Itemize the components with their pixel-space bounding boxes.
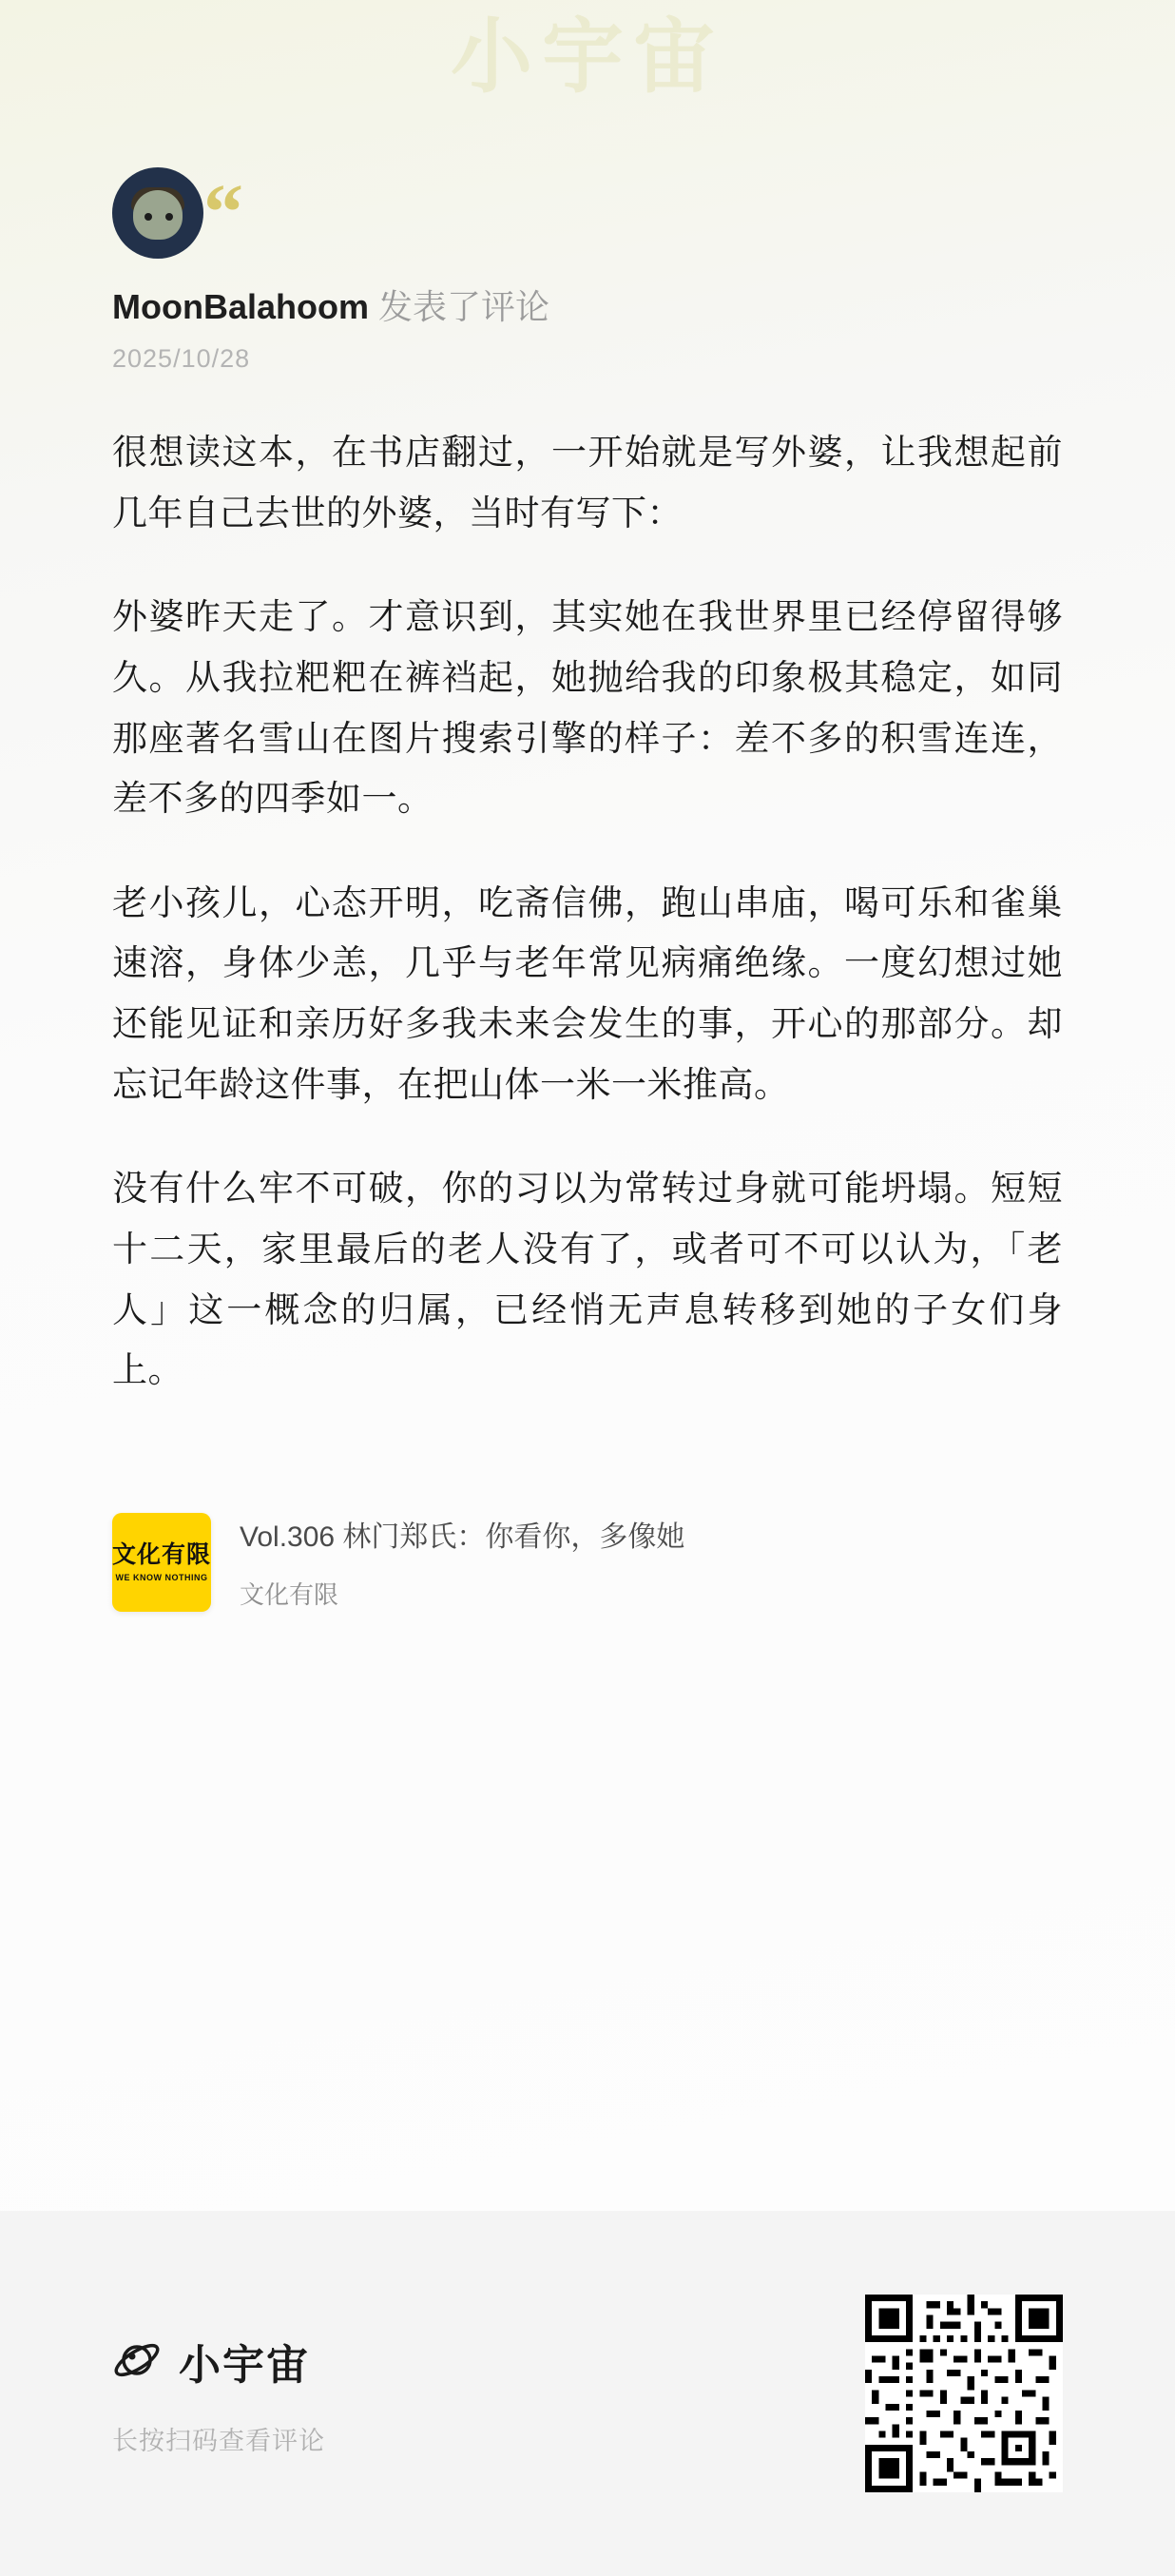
comment-paragraph: 老小孩儿，心态开明，吃斋信佛，跑山串庙，喝可乐和雀巢速溶，身体少恙，几乎与老年常见病痛绝缘。一度幻想过她还能见证和亲历好多我未来会发生的事，开心的那部分。却忘记年龄这件事，在把山体一米一米推高。: [112, 882, 1063, 1104]
watermark-text: 小宇宙: [451, 11, 724, 103]
footer-left: [112, 2331, 325, 2457]
episode-title[interactable]: Vol.306 林门郑氏：你看你，多像她: [240, 1521, 685, 1554]
scan-hint: 长按扫码查看评论: [112, 2426, 325, 2455]
user-name[interactable]: MoonBalahoom: [112, 287, 369, 326]
share-footer: [0, 2211, 1175, 2576]
header-row: [112, 167, 1063, 374]
comment-paragraph: 很想读这本，在书店翻过，一开始就是写外婆，让我想起前几年自己去世的外婆，当时有写下：: [112, 433, 1063, 533]
planet-icon: [112, 2335, 164, 2387]
quote-icon: “: [203, 168, 243, 257]
qr-code[interactable]: [865, 2295, 1063, 2492]
comment-text: [112, 422, 1063, 1401]
app-brand: [112, 2331, 325, 2392]
content-container: [0, 167, 1175, 1612]
comment-paragraph: 外婆昨天走了。才意识到，其实她在我世界里已经停留得够久。从我拉粑粑在裤裆起，她抛给我的印象极其稳定，如同那座著名雪山在图片搜索引擎的样子：差不多的积雪连连，差不多的四季如一。: [112, 597, 1063, 819]
brand-name: 小宇宙: [179, 2341, 310, 2389]
byline-suffix: 发表了评论: [378, 287, 550, 326]
episode-meta: [240, 1513, 684, 1611]
avatar[interactable]: [112, 167, 203, 259]
comment-date: 2025/10/28: [112, 344, 251, 374]
byline: [112, 283, 1063, 331]
avatar-eye-left: [144, 213, 152, 221]
episode-cover: [112, 1513, 211, 1612]
episode-show-name[interactable]: 文化有限: [240, 1580, 339, 1610]
episode-cover-subtitle: WE KNOW NOTHING: [115, 1572, 208, 1582]
episode-cover-title: 文化有限: [112, 1540, 212, 1568]
comment-paragraph: 没有什么牢不可破，你的习以为常转过身就可能坍塌。短短十二天，家里最后的老人没有了，或者可不可以认为，「老人」这一概念的归属，已经悄无声息转移到她的子女们身上。: [112, 1169, 1063, 1390]
episode-card[interactable]: [112, 1513, 1063, 1612]
avatar-eye-right: [165, 213, 173, 221]
avatar-face: [133, 190, 183, 240]
